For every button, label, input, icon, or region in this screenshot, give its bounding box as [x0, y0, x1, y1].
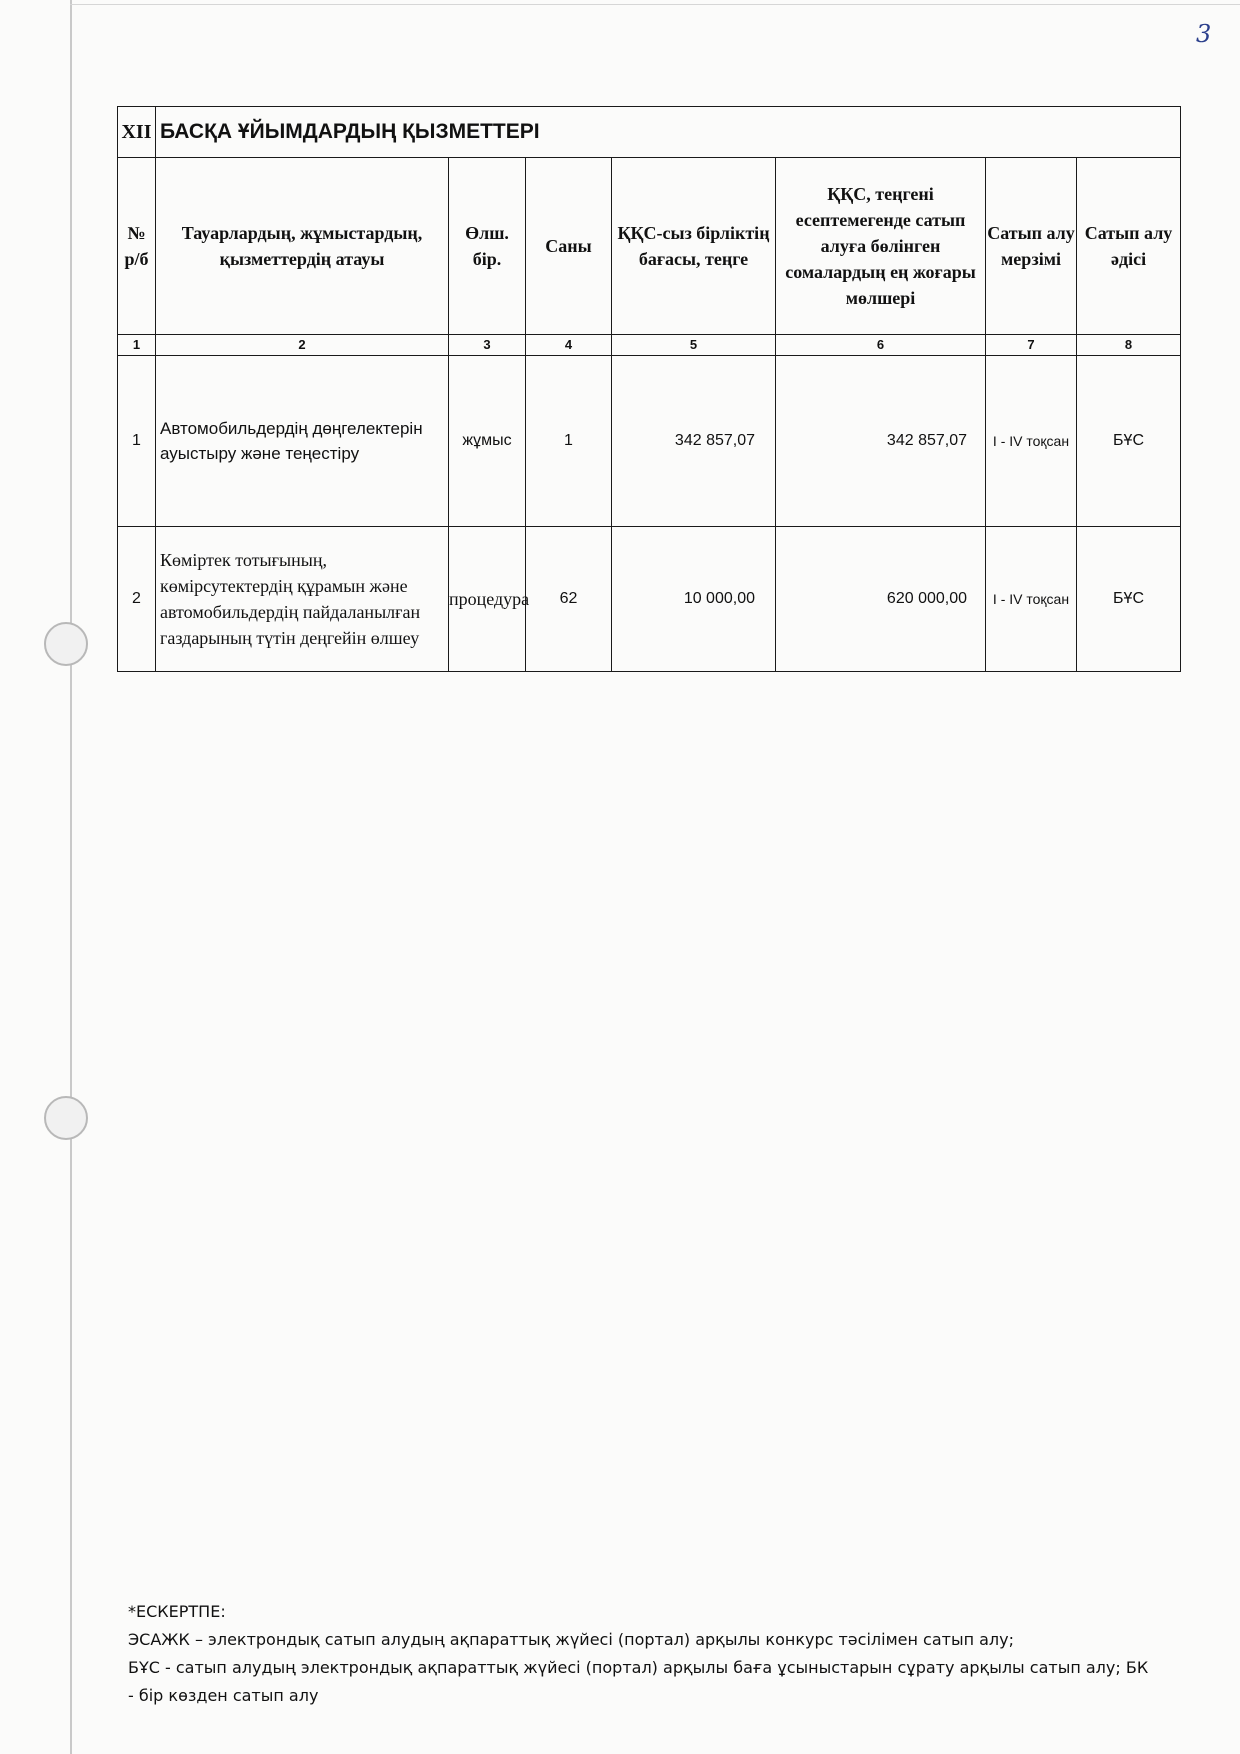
header-quantity: Саны: [526, 158, 612, 335]
row-number: 2: [118, 527, 156, 672]
table-row: [118, 527, 1181, 672]
column-number: 1: [118, 335, 156, 356]
row-number: 1: [118, 356, 156, 527]
header-unit: Өлш. бір.: [449, 158, 526, 335]
column-number: 2: [156, 335, 449, 356]
item-total: 620 000,00: [776, 527, 986, 672]
column-number: 8: [1077, 335, 1181, 356]
footnote-line: БҰС - сатып алудың электрондық ақпараттық жүйесі (портал) арқылы баға ұсыныстарын сұрату арқылы сатып алу; БК - бір көзден сатып алу: [128, 1658, 1149, 1705]
table-row: [118, 356, 1181, 527]
item-name: Көміртек тотығының, көмірсутектердің құрамын және автомобильдердің пайдаланылған газдарының түтін деңгейін өлшеу: [156, 527, 449, 672]
procurement-table: [117, 106, 1181, 672]
column-number: 3: [449, 335, 526, 356]
item-method: БҰС: [1077, 527, 1181, 672]
item-period: I - IV тоқсан: [986, 356, 1077, 527]
column-number: 4: [526, 335, 612, 356]
column-number: 6: [776, 335, 986, 356]
item-name: Автомобильдердің дөңгелектерін ауыстыру және теңестіру: [156, 356, 449, 527]
page-edge-top: [70, 4, 1240, 5]
header-unit-price: ҚҚС-сыз бірліктің бағасы, теңге: [612, 158, 776, 335]
column-number: 5: [612, 335, 776, 356]
header-total-amount: ҚҚС, теңгені есептемегенде сатып алуға бөлінген сомалардың ең жоғары мөлшері: [776, 158, 986, 335]
punch-hole: [44, 1096, 88, 1140]
column-number-row: [118, 335, 1181, 356]
column-header-row: [118, 158, 1181, 335]
footnote-title: *ЕСКЕРТПЕ:: [128, 1602, 226, 1621]
section-title: БАСҚА ҰЙЫМДАРДЫҢ ҚЫЗМЕТТЕРІ: [156, 107, 1181, 158]
item-quantity: 62: [526, 527, 612, 672]
item-period: I - IV тоқсан: [986, 527, 1077, 672]
item-unit: процедура: [449, 527, 526, 672]
header-method: Сатып алу әдісі: [1077, 158, 1181, 335]
item-total: 342 857,07: [776, 356, 986, 527]
item-quantity: 1: [526, 356, 612, 527]
page-number: 3: [1196, 20, 1212, 48]
header-name: Тауарлардың, жұмыстардың, қызметтердің атауы: [156, 158, 449, 335]
punch-hole: [44, 622, 88, 666]
footnote: [128, 1598, 1158, 1710]
item-unit-price: 342 857,07: [612, 356, 776, 527]
header-number: № р/б: [118, 158, 156, 335]
header-period: Сатып алу мерзімі: [986, 158, 1077, 335]
item-method: БҰС: [1077, 356, 1181, 527]
footnote-line: ЭСАЖК – электрондық сатып алудың ақпараттық жүйесі (портал) арқылы конкурс тәсілімен сатып алу;: [128, 1630, 1015, 1649]
item-unit: жұмыс: [449, 356, 526, 527]
page-edge: [70, 0, 72, 1754]
section-number: XII: [118, 107, 156, 158]
item-unit-price: 10 000,00: [612, 527, 776, 672]
section-header-row: [118, 107, 1181, 158]
column-number: 7: [986, 335, 1077, 356]
